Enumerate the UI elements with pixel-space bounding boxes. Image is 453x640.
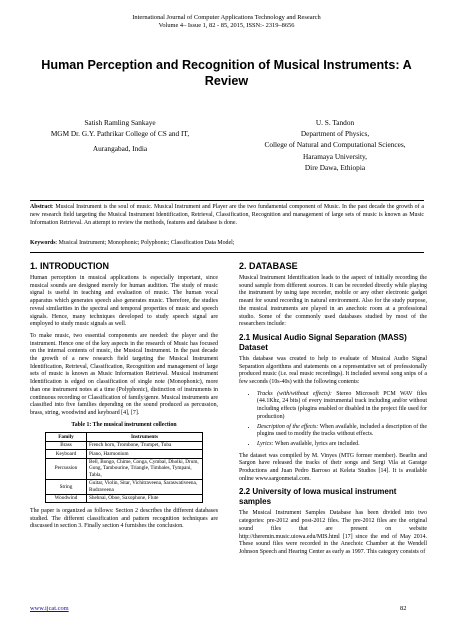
table-cell-instruments: Bell, Bongo, Chime, Conga, Cymbal, Dholki, Drum, Gong, Tambourine, Triangle, Timbales, Tympani, Tabla, <box>87 458 203 479</box>
page-number: 82 <box>400 605 407 612</box>
table-row <box>46 441 203 449</box>
instrument-table <box>45 432 203 503</box>
table-cell-instruments: Piano, Harmonium <box>87 450 203 458</box>
author-name: U. S. Tandon <box>315 118 355 127</box>
author-name: Satish Ramling Sankaye <box>84 118 156 127</box>
paper-title: Human Perception and Recognition of Musical Instruments: A Review <box>41 58 412 88</box>
author-department: Department of Physics, <box>300 129 370 139</box>
subsection-heading-iowa: 2.2 University of Iowa musical instrument samples <box>239 487 397 507</box>
divider-bottom <box>30 252 424 253</box>
table-header-cell: Family <box>46 433 87 441</box>
abstract-label: Abstract <box>30 204 52 210</box>
keywords <box>30 240 424 248</box>
keywords-label: Keywords <box>30 240 56 246</box>
author-block-2 <box>240 117 430 173</box>
footer-link[interactable]: www.ijcat.com <box>30 605 69 612</box>
right-column <box>239 256 427 561</box>
bullet-text: Stereo Microsoft PCM WAV files (44.1Khz, 24 bits) of every instrumental track including and/or without including effects (plugins enabled or disabled in the project file used for production) <box>257 390 427 420</box>
table-row <box>46 494 203 502</box>
section-heading-introduction: 1. INTRODUCTION <box>30 261 110 271</box>
table-row <box>46 450 203 458</box>
abstract-text: : Musical Instrument is the soul of music. Musical Instrument and Player are the two fundamental component of Music. In the past decade the growth of a new research field targeting the Musical Instrument Identification, Retrieval, Classification, Recognition and management of large sets of music is known as Music Information Retrieval. An attempt to review the methods, features and database is done. <box>30 204 424 226</box>
paragraph: This database was created to help to evaluate of Musical Audio Signal Separation algorithms and statements on a representative set of professionally produced music (i.e. real music recordings). It included several song snips of a few seconds (10s-40s) with the following contents: <box>239 355 427 386</box>
section-heading-database: 2. DATABASE <box>239 261 298 271</box>
table-caption: Table 1: The musical instrument collection <box>71 421 177 428</box>
subsection-heading-mass: 2.1 Musical Audio Signal Separation (MASS) Dataset <box>239 332 407 352</box>
journal-title: International Journal of Computer Applications Technology and Research <box>132 14 321 21</box>
paragraph: The dataset was compiled by M. Vinyes (MTG former member). Bearlin and Sargon have released the tracks of their songs and Sergi Vila at Garatge Productions and Juan Pedro Barroso at Keleta Studios [14]. It is available online www.sargonmetal.com. <box>239 452 427 482</box>
bullet-text: When available, included a description of the plugins used to modify the tracks without effects. <box>257 423 427 438</box>
journal-header <box>0 14 453 30</box>
paragraph: To make music, two essential components are needed: the player and the instrument. Hence one of the key aspects in the research of Music has focused on the internal contents of music, the Musical Instrument. In the past decade the growth of a new research field targeting the Musical Instrument Identification, Retrieval, Classification, Recognition and management of large sets of music is known as Music Information Retrieval. Musical instrument Identification is edged on classification of single note (Monophonic), more than one instrument notes at a time (Polyphonic), distinction of instruments in continuous recording or Classification of family/genre. Musical instruments are classified into five families depending on the sound produced as percussion, brass, string, woodwind and keyboard [4], [7]. <box>30 332 218 416</box>
paragraph: The Musical Instrument Samples Database has been divided into two categories: pre-2012 and post-2012 files. The pre-2012 files are the original sound files that are present on website http://theremin.music.uiowa.edu/MIS.html [17] since the end of May 2014. These sound files were recorded in the Anechoic Chamber at the Wendell Johnson Speech and Hearing Center as early as 1997. This category consists of <box>239 510 427 555</box>
table-header-cell: Instruments <box>87 433 203 441</box>
bullet-label: Tracks (with/without effects): <box>257 390 332 397</box>
keywords-text: : Musical Instrument; Monophonic; Polyphonic; Classification Data Model; <box>55 240 235 246</box>
table-cell-family: Keyboard <box>46 450 87 458</box>
divider-top <box>30 200 424 201</box>
bullet-list <box>239 391 427 449</box>
author-location: Dire Dawa, Ethiopia <box>304 162 366 172</box>
table-row <box>46 479 203 494</box>
list-item <box>257 391 427 422</box>
table-cell-family: Woodwind <box>46 494 87 502</box>
table-cell-family: String <box>46 479 87 494</box>
bullet-label: Lyrics: <box>257 440 274 447</box>
list-item <box>257 424 427 439</box>
table-cell-family: Percussion <box>46 458 87 479</box>
author-location: Aurangabad, India <box>92 144 148 154</box>
author-affiliation: MGM Dr. G.Y. Pathrikar College of CS and IT, <box>50 129 190 139</box>
paragraph: Human perception in musical applications is especially important, since musical sounds are designed merely for human audition. The study of music signal is useful in teaching and evaluation of music. The human vocal apparatus which generates speech also generates music. Therefore, the studies reveal similarities in the spectral and temporal properties of music and speech signals. Hence, many techniques developed to study speech signal are employed to study music signals as well. <box>30 275 218 328</box>
abstract <box>30 204 424 227</box>
journal-volume: Volume 4– Issue 1, 82 - 85, 2015, ISSN:- 2319–8656 <box>158 22 295 29</box>
table-row <box>46 458 203 479</box>
author-college: College of Natural and Computational Sciences, <box>264 140 406 150</box>
table-header-row <box>46 433 203 441</box>
table-cell-instruments: French horn, Trombone, Trumpet, Tuba <box>87 441 203 449</box>
table-cell-instruments: Guitar, Violin, Sitar, Vichitraveena, Saraswativeena, Rudraveena <box>87 479 203 494</box>
paragraph: The paper is organized as follows: Section 2 describes the different databases studied. The different classification and pattern recognition techniques are discussed in section 3. Finally section 4 furnishes the conclusion. <box>30 508 218 530</box>
table-cell-instruments: Shehnai, Oboe, Saxophone, Flute <box>87 494 203 502</box>
paragraph: Musical Instrument Identification leads to the aspect of initially recording the sound sample from different sources. It can be recorded directly while playing the instrument by using tape recorder, mobile or any other electronic gadget meant for sound recording in natural environment. Also for the study purpose, the musical instruments are played in an anechoic room at a professional studio. Some of the commonly used databases studied by most of the researchers include: <box>239 275 427 328</box>
author-university: Haramaya University, <box>303 151 367 161</box>
bullet-text: When available, lyrics are included. <box>273 440 360 447</box>
bullet-label: Description of the effects: <box>257 423 319 430</box>
list-item <box>257 441 427 449</box>
author-block-1 <box>30 117 210 155</box>
left-column <box>30 256 218 535</box>
table-cell-family: Brass <box>46 441 87 449</box>
